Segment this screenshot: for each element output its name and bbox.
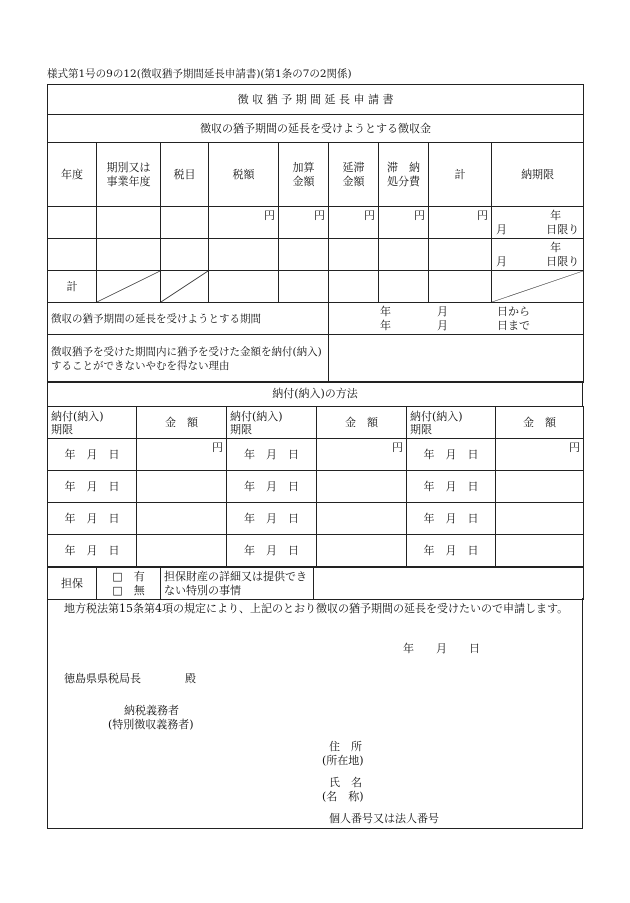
pay-date[interactable]: 年 月 日	[227, 471, 317, 503]
name-label: 氏 名	[329, 776, 362, 789]
amount-header: 金 額	[317, 407, 407, 439]
pay-date[interactable]: 年 月 日	[48, 471, 137, 503]
header-tax-amount: 税額	[209, 143, 279, 207]
declaration-statement: 地方税法第15条第4項の規定により、上記のとおり徴収の猶予期間の延長を受けたいので申請します。	[64, 602, 569, 615]
tax-row	[48, 207, 584, 239]
pay-amount[interactable]: 円	[137, 439, 227, 471]
payment-header-row	[48, 407, 584, 439]
cell-tax-item[interactable]	[161, 207, 209, 239]
cell-added-amount[interactable]: 円	[279, 207, 329, 239]
collateral-options[interactable]	[97, 568, 161, 600]
amount-header: 金 額	[137, 407, 227, 439]
pay-amount[interactable]	[317, 471, 407, 503]
reason-value[interactable]	[329, 335, 584, 383]
section-title: 徴収の猶予期間の延長を受けようとする徴収金	[48, 115, 584, 143]
cell-deadline[interactable]: 年 月 日限り	[492, 207, 584, 239]
diagonal-cell	[97, 271, 161, 303]
cell-tax-amount-total[interactable]	[209, 271, 279, 303]
payment-method-table	[47, 406, 584, 567]
cell-period[interactable]	[97, 207, 161, 239]
reason-label: 徴収猶予を受けた期間内に猶予を受けた金額を納付(納入)することができないやむを得ない理由	[48, 335, 329, 383]
cell-disposition-cost[interactable]	[379, 239, 429, 271]
cell-tax-amount[interactable]	[209, 239, 279, 271]
pay-amount[interactable]	[496, 535, 584, 567]
pay-date[interactable]: 年 月 日	[407, 439, 496, 471]
cell-delinquent-amount-total[interactable]	[329, 271, 379, 303]
address-label: 住 所	[329, 740, 362, 753]
declaration-box	[47, 598, 583, 829]
payment-method-title: 納付(納入)の方法	[48, 382, 583, 407]
tax-amount-table	[47, 84, 584, 383]
tax-row	[48, 239, 584, 271]
cell-disposition-cost-total[interactable]	[379, 271, 429, 303]
pay-deadline-header: 納付(納入) 期限	[227, 407, 317, 439]
name-sub-label: (名 称)	[322, 790, 364, 803]
cell-deadline[interactable]: 年 月 日限り	[492, 239, 584, 271]
diagonal-cell	[161, 271, 209, 303]
cell-delinquent-amount[interactable]	[329, 239, 379, 271]
pay-date[interactable]: 年 月 日	[227, 439, 317, 471]
cell-tax-item[interactable]	[161, 239, 209, 271]
header-total: 計	[429, 143, 492, 207]
addressee: 徳島県県税局長 殿	[64, 672, 196, 685]
header-delinquent-amount: 延滞 金額	[329, 143, 379, 207]
pay-amount[interactable]	[137, 503, 227, 535]
pay-date[interactable]: 年 月 日	[48, 503, 137, 535]
pay-date[interactable]: 年 月 日	[407, 471, 496, 503]
header-year: 年度	[48, 143, 97, 207]
declaration-date[interactable]: 年 月 日	[403, 642, 480, 655]
pay-amount[interactable]	[137, 535, 227, 567]
total-label: 計	[48, 271, 97, 303]
cell-total[interactable]: 円	[429, 207, 492, 239]
pay-date[interactable]: 年 月 日	[407, 503, 496, 535]
pay-date[interactable]: 年 月 日	[48, 439, 137, 471]
collateral-label: 担保	[48, 568, 97, 600]
cell-added-amount-total[interactable]	[279, 271, 329, 303]
payment-row	[48, 439, 584, 471]
form-title: 徴 収 猶 予 期 間 延 長 申 請 書	[48, 85, 584, 115]
pay-deadline-header: 納付(納入) 期限	[407, 407, 496, 439]
pay-date[interactable]: 年 月 日	[227, 535, 317, 567]
pay-amount[interactable]	[317, 503, 407, 535]
collateral-detail-label: 担保財産の詳細又は提供できない特別の事情	[161, 568, 314, 600]
header-period: 期別又は 事業年度	[97, 143, 161, 207]
header-row	[48, 143, 584, 207]
cell-disposition-cost[interactable]: 円	[379, 207, 429, 239]
diagonal-cell	[492, 271, 584, 303]
pay-amount[interactable]: 円	[496, 439, 584, 471]
header-tax-item: 税目	[161, 143, 209, 207]
pay-amount[interactable]	[317, 535, 407, 567]
pay-date[interactable]: 年 月 日	[227, 503, 317, 535]
cell-delinquent-amount[interactable]: 円	[329, 207, 379, 239]
collateral-table	[47, 567, 584, 600]
header-added-amount: 加算 金額	[279, 143, 329, 207]
personal-number-label: 個人番号又は法人番号	[329, 812, 439, 825]
special-collector-label: (特別徴収義務者)	[108, 718, 194, 731]
header-disposition-cost: 滞 納 処分費	[379, 143, 429, 207]
extension-period-label: 徴収の猶予期間の延長を受けようとする期間	[48, 303, 329, 335]
address-sub-label: (所在地)	[322, 754, 364, 767]
pay-amount[interactable]: 円	[317, 439, 407, 471]
collateral-detail-value[interactable]	[314, 568, 584, 600]
cell-tax-amount[interactable]: 円	[209, 207, 279, 239]
amount-header: 金 額	[496, 407, 584, 439]
total-row	[48, 271, 584, 303]
pay-date[interactable]: 年 月 日	[48, 535, 137, 567]
pay-amount[interactable]	[496, 471, 584, 503]
cell-total[interactable]	[429, 239, 492, 271]
pay-amount[interactable]	[137, 471, 227, 503]
form-caption: 様式第1号の9の12(徴収猶予期間延長申請書)(第1条の7の2関係)	[47, 68, 352, 80]
cell-year[interactable]	[48, 207, 97, 239]
pay-date[interactable]: 年 月 日	[407, 535, 496, 567]
collateral-yes-checkbox[interactable]: □ 有	[112, 569, 145, 583]
pay-amount[interactable]	[496, 503, 584, 535]
extension-period-value[interactable]: 年 月 日から 年 月 日まで	[329, 303, 584, 335]
payment-row	[48, 503, 584, 535]
cell-added-amount[interactable]	[279, 239, 329, 271]
pay-deadline-header: 納付(納入) 期限	[48, 407, 137, 439]
cell-year[interactable]	[48, 239, 97, 271]
extension-period-row	[48, 303, 584, 335]
reason-row	[48, 335, 584, 383]
cell-grand-total[interactable]	[429, 271, 492, 303]
payment-row	[48, 471, 584, 503]
payment-title-table	[47, 381, 583, 407]
cell-period[interactable]	[97, 239, 161, 271]
collateral-no-checkbox[interactable]: □ 無	[112, 583, 145, 597]
header-deadline: 納期限	[492, 143, 584, 207]
payment-row	[48, 535, 584, 567]
taxpayer-label: 納税義務者	[124, 704, 179, 717]
